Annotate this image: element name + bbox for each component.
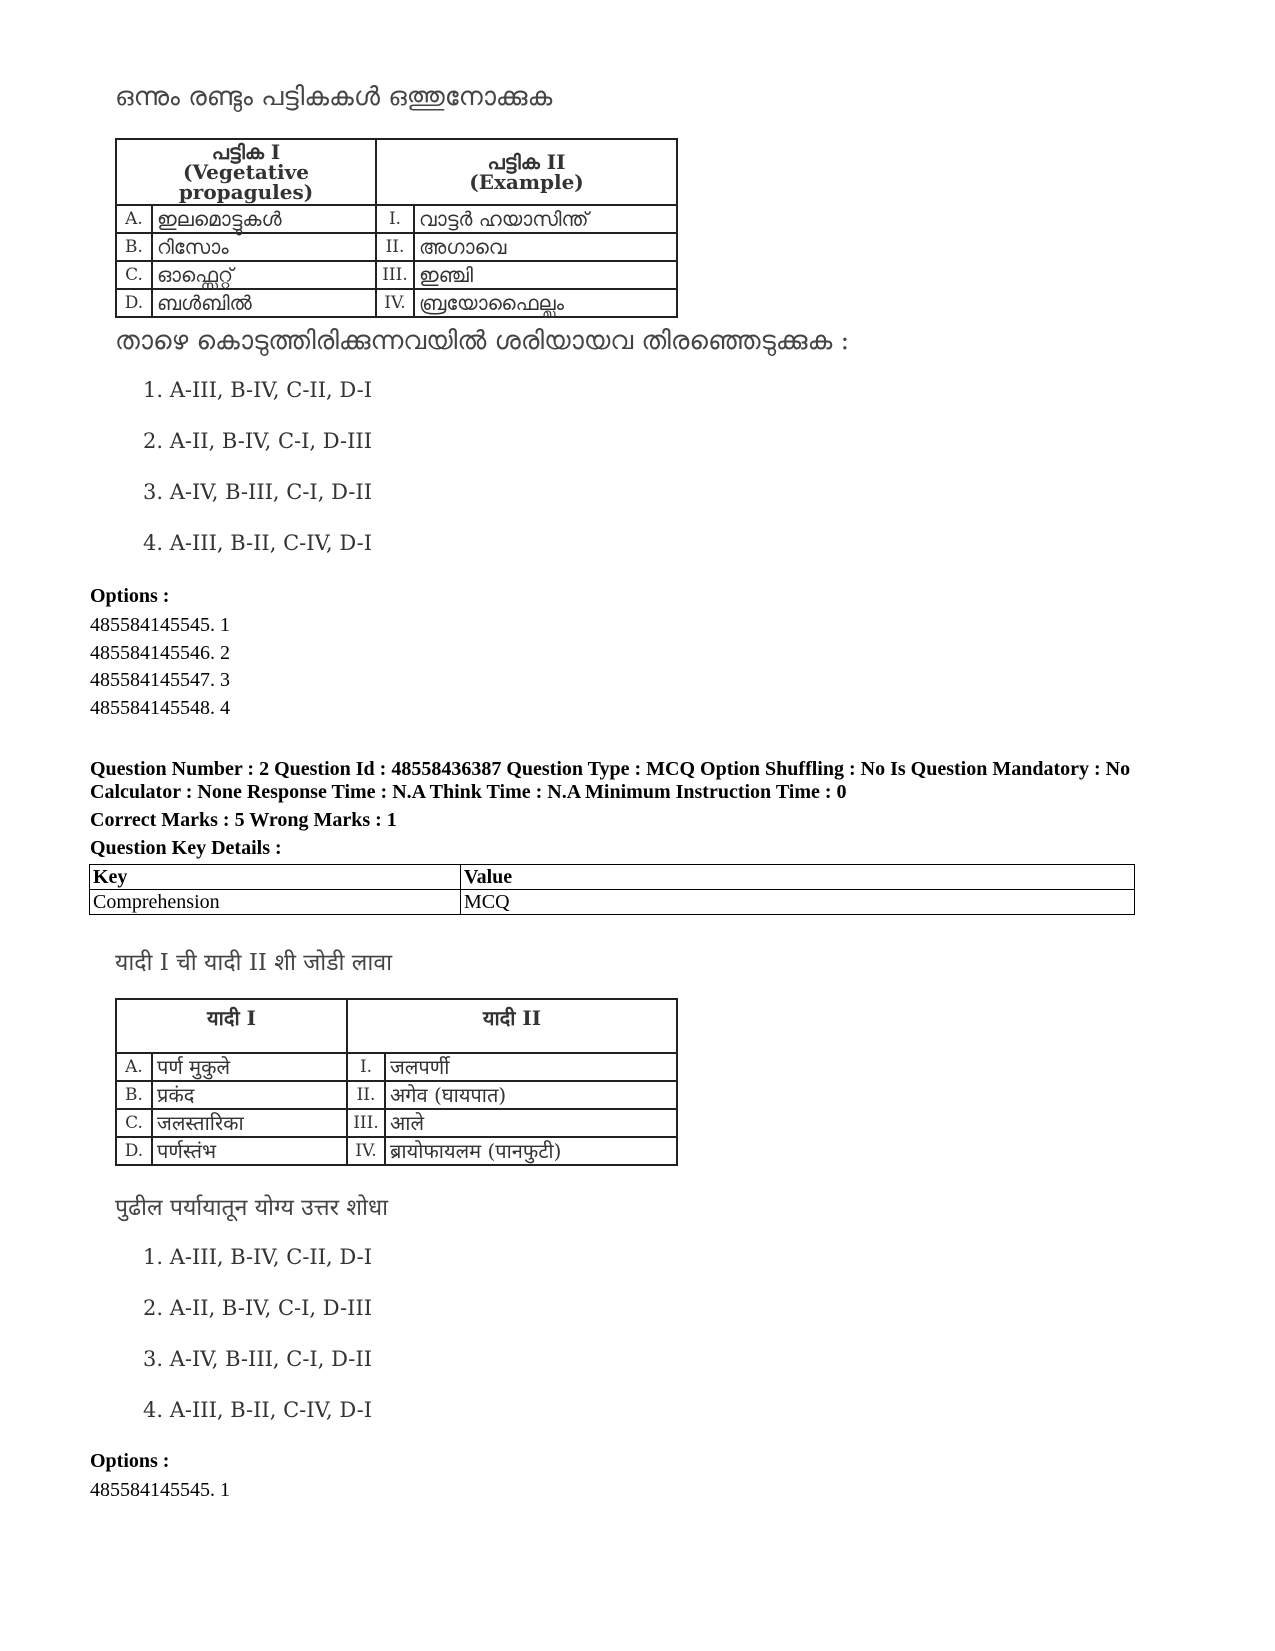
q2-options-label: Options : [90, 1450, 170, 1472]
value-header: Value [461, 865, 1135, 890]
row-key: A. [116, 205, 152, 233]
row-key: A. [116, 1053, 152, 1081]
choice-item: 4. A-III, B-II, C-IV, D-I [143, 531, 372, 555]
choice-item: 3. A-IV, B-III, C-I, D-II [143, 480, 372, 504]
q1-col1-title: പട്ടിക I [211, 140, 281, 164]
key-cell: Comprehension [90, 890, 461, 915]
choice-item: 4. A-III, B-II, C-IV, D-I [143, 1398, 372, 1422]
row-value: जलपर्णी [385, 1053, 677, 1081]
q2-header-line1: Question Number : 2 Question Id : 48558436387 Question Type : MCQ Option Shuffling : No Is Question Mandatory : No [90, 758, 1131, 780]
row-value: ബൾബിൽ [152, 289, 376, 317]
q2-key-details-label: Question Key Details : [90, 837, 282, 859]
question-2-header [90, 758, 1150, 804]
table-row [116, 1053, 677, 1081]
table-row [90, 890, 1135, 915]
row-key: C. [116, 261, 152, 289]
table-row [116, 205, 677, 233]
option-item: 485584145548. 4 [90, 696, 230, 719]
choice-item: 1. A-III, B-IV, C-II, D-I [143, 378, 372, 402]
q2-header-line2: Calculator : None Response Time : N.A Think Time : N.A Minimum Instruction Time : 0 [90, 781, 847, 803]
q2-match-table [115, 998, 678, 1166]
choice-item: 2. A-II, B-IV, C-I, D-III [143, 1296, 372, 1320]
question-1-image [115, 82, 935, 555]
q2-options-list [90, 1477, 230, 1505]
row-value: ब्रायोफायलम (पानफुटी) [385, 1137, 677, 1165]
row-value: അഗാവെ [414, 233, 677, 261]
row-value: आले [385, 1109, 677, 1137]
row-value: पर्णस्तंभ [152, 1137, 347, 1165]
q1-options-list [90, 612, 230, 722]
question-2-image [115, 945, 935, 1422]
row-key: D. [116, 1137, 152, 1165]
row-value: വാട്ടർ ഹയാസിന്ത് [414, 205, 677, 233]
row-key: B. [116, 233, 152, 261]
q2-instruction: यादी I ची यादी II शी जोडी लावा [115, 950, 393, 976]
q1-col2-subtitle: (Example) [469, 170, 584, 194]
row-value: जलस्तारिका [152, 1109, 347, 1137]
row-key: C. [116, 1109, 152, 1137]
row-value: पर्ण मुकुले [152, 1053, 347, 1081]
row-key: D. [116, 289, 152, 317]
row-value: ഓഫ്സെറ്റ് [152, 261, 376, 289]
table-row [116, 1109, 677, 1137]
row-key: III. [376, 261, 414, 289]
table-row [116, 233, 677, 261]
q1-choice-list [143, 365, 372, 569]
row-key: B. [116, 1081, 152, 1109]
choice-item: 2. A-II, B-IV, C-I, D-III [143, 429, 372, 453]
row-key: III. [347, 1109, 385, 1137]
q1-col2-title: പട്ടിക II [487, 150, 566, 174]
table-row [116, 1081, 677, 1109]
option-item: 485584145547. 3 [90, 669, 230, 691]
q1-col1-header [116, 139, 376, 205]
q2-choice-list [143, 1232, 372, 1436]
option-item: 485584145545. 1 [90, 1479, 230, 1501]
table-row [116, 1137, 677, 1165]
row-key: IV. [347, 1137, 385, 1165]
row-key: IV. [376, 289, 414, 317]
q2-col2-header: यादी II [347, 999, 677, 1053]
table-row [116, 261, 677, 289]
row-value: റിസോം [152, 233, 376, 261]
q2-col1-header: यादी I [116, 999, 347, 1053]
table-row [90, 865, 1135, 890]
table-row [116, 289, 677, 317]
option-item: 485584145546. 2 [90, 641, 230, 664]
choice-item: 1. A-III, B-IV, C-II, D-I [143, 1245, 372, 1269]
row-key: II. [376, 233, 414, 261]
key-header: Key [90, 865, 461, 890]
row-value: प्रकंद [152, 1081, 347, 1109]
q1-instruction: ഒന്നും രണ്ടും പട്ടികകൾ ഒത്തുനോക്കുക [115, 82, 553, 112]
q1-options-label: Options : [90, 585, 170, 607]
row-key: II. [347, 1081, 385, 1109]
q1-match-table [115, 138, 678, 318]
choice-item: 3. A-IV, B-III, C-I, D-II [143, 1347, 372, 1371]
q2-marks: Correct Marks : 5 Wrong Marks : 1 [90, 809, 397, 831]
row-key: I. [347, 1053, 385, 1081]
q2-key-table [89, 864, 1135, 915]
row-value: अगेव (घायपात) [385, 1081, 677, 1109]
row-value: ഇലമൊട്ടുകൾ [152, 205, 376, 233]
option-item: 485584145545. 1 [90, 614, 230, 636]
value-cell: MCQ [461, 890, 1135, 915]
q1-col1-subtitle: (Vegetative propagules) [178, 160, 314, 204]
q1-subtitle: താഴെ കൊടുത്തിരിക്കുന്നവയിൽ ശരിയായവ തിരഞ്ഞെടുക്കുക : [115, 326, 850, 356]
row-value: ബ്രയോഫൈല്ലം [414, 289, 677, 317]
row-key: I. [376, 205, 414, 233]
q1-col2-header [376, 139, 677, 205]
q2-subtitle: पुढील पर्यायातून योग्य उत्तर शोधा [115, 1195, 389, 1221]
row-value: ഇഞ്ചി [414, 261, 677, 289]
